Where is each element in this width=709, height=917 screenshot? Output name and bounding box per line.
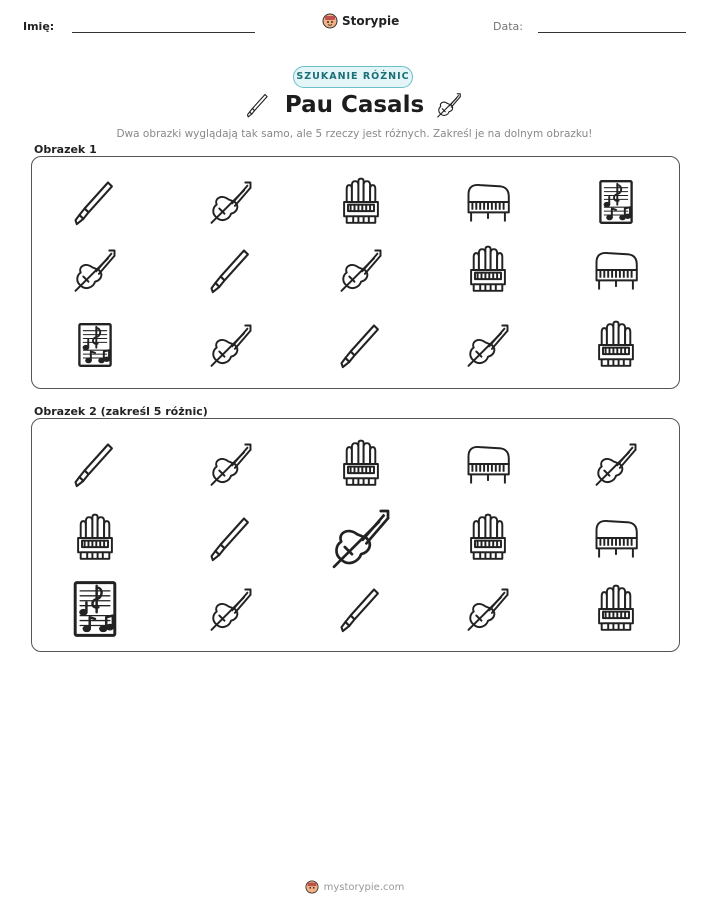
violin-icon — [205, 319, 257, 371]
picture2-label: Obrazek 2 (zakreśl 5 różnic) — [34, 405, 208, 418]
brand-name: Storypie — [342, 14, 400, 28]
violin-icon — [69, 244, 121, 296]
organ-icon[interactable] — [335, 438, 387, 490]
organ-icon — [335, 176, 387, 228]
activity-badge: SZUKANIE RÓŻNIC — [293, 66, 413, 88]
date-line[interactable] — [538, 32, 686, 33]
violin-icon[interactable] — [462, 583, 514, 635]
storypie-mascot-icon — [305, 880, 319, 894]
date-label: Data: — [493, 20, 523, 33]
violin-icon[interactable] — [325, 502, 397, 574]
piano-icon[interactable] — [590, 512, 642, 564]
violin-icon[interactable] — [590, 438, 642, 490]
piano-icon — [590, 244, 642, 296]
footer-site: mystorypie.com — [323, 881, 405, 893]
organ-icon[interactable] — [69, 512, 121, 564]
brush-icon[interactable] — [205, 512, 257, 564]
brush-icon — [69, 176, 121, 228]
sheet-music-icon[interactable] — [62, 576, 128, 642]
brush-icon[interactable] — [335, 583, 387, 635]
organ-icon[interactable] — [462, 512, 514, 564]
brush-icon[interactable] — [69, 438, 121, 490]
instructions: Dwa obrazki wyglądają tak samo, ale 5 rzeczy jest różnych. Zakreśl je na dolnym obrazku! — [116, 128, 593, 140]
piano-icon[interactable] — [462, 438, 514, 490]
name-label: Imię: — [23, 20, 55, 33]
picture2-panel[interactable] — [31, 418, 680, 652]
page-title: Pau Casals — [284, 92, 425, 118]
brand-logo — [322, 13, 399, 29]
violin-title-icon — [434, 90, 464, 120]
organ-icon[interactable] — [590, 583, 642, 635]
picture1-panel — [31, 156, 680, 389]
violin-icon — [205, 176, 257, 228]
brush-icon — [205, 244, 257, 296]
sheet-music-icon — [69, 319, 121, 371]
storypie-mascot-icon — [322, 13, 338, 29]
name-line[interactable] — [72, 32, 255, 33]
organ-icon — [462, 244, 514, 296]
picture1-label: Obrazek 1 — [34, 143, 97, 156]
piano-icon — [462, 176, 514, 228]
violin-icon — [335, 244, 387, 296]
organ-icon — [590, 319, 642, 371]
sheet-music-icon — [590, 176, 642, 228]
violin-icon — [462, 319, 514, 371]
violin-icon[interactable] — [205, 583, 257, 635]
footer — [0, 880, 709, 894]
brush-icon — [335, 319, 387, 371]
violin-icon[interactable] — [205, 438, 257, 490]
